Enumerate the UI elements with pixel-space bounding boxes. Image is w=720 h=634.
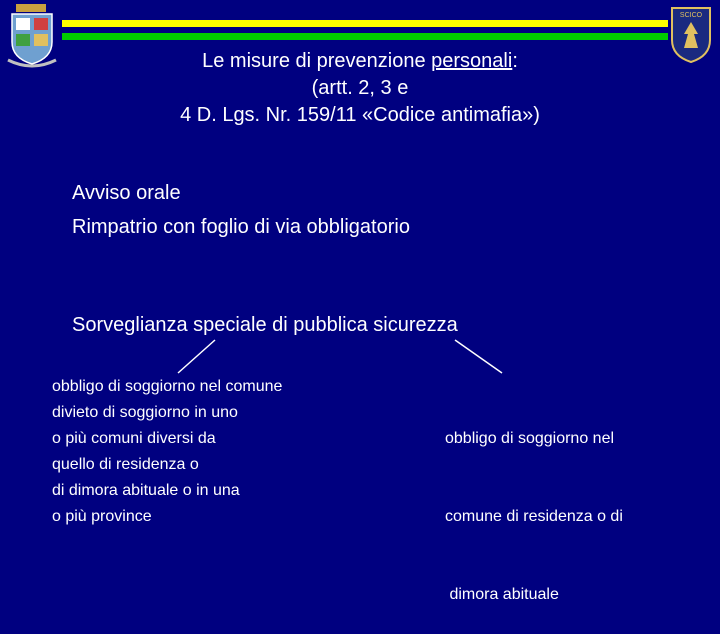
right-branch-line-2: comune di residenza o di <box>445 508 623 525</box>
left-branch-line-4: quello di residenza o <box>52 456 199 473</box>
left-branch-line-3: o più comuni diversi da <box>52 430 216 447</box>
title-line-1-suffix: : <box>512 50 518 72</box>
right-branch-line <box>455 340 502 373</box>
right-branch-line-1: obbligo di soggiorno nel <box>445 430 615 447</box>
title-line-3: 4 D. Lgs. Nr. 159/11 «Codice antimafia») <box>180 104 540 126</box>
left-branch-line-5: di dimora abituale o in una <box>52 482 240 499</box>
title-line-2: (artt. 2, 3 e <box>311 77 409 99</box>
title-underlined-word: personali <box>431 50 513 72</box>
item-avviso-orale: Avviso orale <box>72 182 181 204</box>
item-sorveglianza: Sorveglianza speciale di pubblica sicurezza <box>72 314 458 336</box>
right-branch-line-3: dimora abituale <box>445 586 559 603</box>
item-rimpatrio: Rimpatrio con foglio di via obbligatorio <box>72 216 410 238</box>
left-branch-line-6: o più province <box>52 508 152 525</box>
left-branch-line <box>178 340 215 373</box>
scico-text: SCICO <box>679 12 703 19</box>
right-branch-text <box>445 374 623 634</box>
left-branch-text <box>52 374 282 530</box>
left-branch-line-2: divieto di soggiorno in uno <box>52 404 238 421</box>
title-line-1-prefix: Le misure di prevenzione <box>202 50 432 72</box>
left-branch-line-1: obbligo di soggiorno nel comune <box>52 378 283 395</box>
